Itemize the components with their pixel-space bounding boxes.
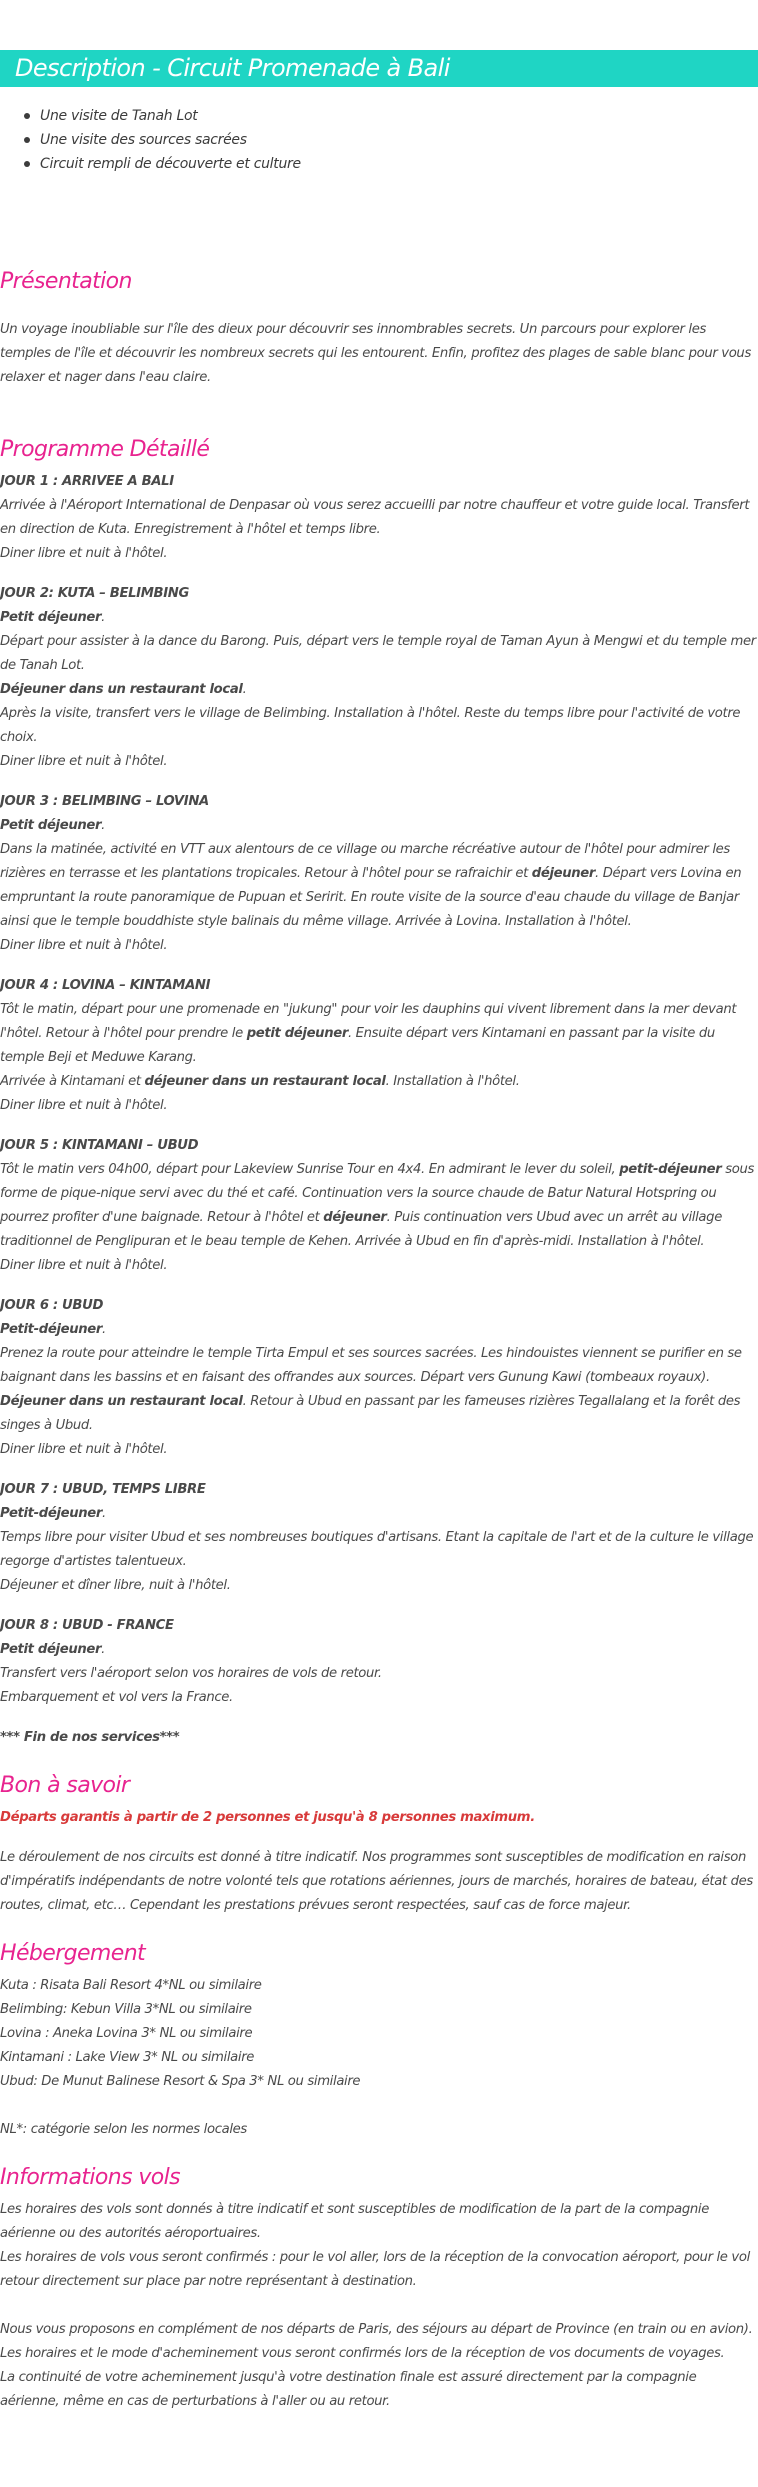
day-1-text: Arrivée à l'Aéroport International de Denpasar où vous serez accueilli par notre chauffeur et votre guide local. Transfert en direction de Kuta. Enregistrement à l'hôtel et temps libre. (0, 498, 750, 537)
day-2-text-1: Départ pour assister à la dance du Barong. Puis, départ vers le temple royal de Taman Ayun à Mengwi et du temple mer de Tanah Lot. (0, 634, 756, 673)
day-3-night: Diner libre et nuit à l'hôtel. (0, 938, 168, 953)
bon-a-savoir-heading: Bon à savoir (0, 1773, 130, 1798)
day-5-text: Tôt le matin vers 04h00, départ pour Lakeview Sunrise Tour en 4x4. En admirant le lever du soleil, petit-déjeuner sous forme de pique-nique servi avec du thé et café. Continuation vers la source chaude de Batur Natural Hotspring ou pourrez profiter d'une baignade. Retour à l'hôtel et déjeuner. Puis continuation vers Ubud avec un arrêt au village traditionnel de Penglipuran et le beau temple de Kehen. Arrivée à Ubud en fin d'après-midi. Installation à l'hôtel. (0, 1162, 755, 1249)
day-6-breakfast: Petit-déjeuner. (0, 1322, 106, 1337)
vols-text: Les horaires des vols sont donnés à titre indicatif et sont susceptibles de modification de la part de la compagnie aérienne ou des autorités aéroportuaires. (0, 2202, 709, 2241)
lunch-label: déjeuner (531, 866, 596, 881)
day-7-night: Déjeuner et dîner libre, nuit à l'hôtel. (0, 1578, 231, 1593)
day-2-lunch: Déjeuner dans un restaurant local. (0, 682, 247, 697)
vols-text: Les horaires de vols vous seront confirmés : pour le vol aller, lors de la réception de la convocation aéroport, pour le vol retour directement sur place par notre représentant à destination. (0, 2250, 750, 2289)
day-7-breakfast: Petit-déjeuner. (0, 1506, 106, 1521)
highlight-item: Circuit rempli de découverte et culture (0, 152, 301, 176)
day-8-text-2: Embarquement et vol vers la France. (0, 1690, 233, 1705)
breakfast-label: Petit déjeuner (0, 1642, 102, 1657)
day-4-title: JOUR 4 : LOVINA – KINTAMANI (0, 978, 211, 993)
day-1-title: JOUR 1 : ARRIVEE A BALI (0, 474, 174, 489)
day-7-text: Temps libre pour visiter Ubud et ses nombreuses boutiques d'artisans. Etant la capitale de l'art et de la culture le village regorge d'artistes talentueux. (0, 1530, 754, 1569)
day-6-title: JOUR 6 : UBUD (0, 1298, 104, 1313)
presentation-heading: Présentation (0, 269, 132, 294)
breakfast-label: Petit-déjeuner (0, 1322, 103, 1337)
day-3-text: Dans la matinée, activité en VTT aux alentours de ce village ou marche récréative autour de l'hôtel pour admirer les rizières en terrasse et les plantations tropicales. Retour à l'hôtel pour se rafraichir et déjeuner. Départ vers Lovina en empruntant la route panoramique de Pupuan et Seririt. En route visite de la source d'eau chaude du village de Banjar ainsi que le temple bouddhiste style balinais du même village. Arrivée à Lovina. Installation à l'hôtel. (0, 842, 742, 929)
lunch-label: Déjeuner dans un restaurant local (0, 1394, 243, 1409)
hotel-item: Belimbing: Kebun Villa 3*NL ou similaire (0, 2002, 252, 2017)
day-2-text-2: Après la visite, transfert vers le village de Belimbing. Installation à l'hôtel. Reste du temps libre pour l'activité de votre choix. (0, 706, 741, 745)
breakfast-label: Petit déjeuner (0, 818, 102, 833)
presentation-text: Un voyage inoubliable sur l'île des dieux pour découvrir ses innombrables secrets. Un parcours pour explorer les temples de l'île et découvrir les nombreux secrets qui les entourent. Enfin, profitez des plages de sable blanc pour vous relaxer et nager dans l'eau claire. (0, 322, 751, 385)
lunch-label: déjeuner (323, 1210, 387, 1225)
day-1-night: Diner libre et nuit à l'hôtel. (0, 546, 168, 561)
hotel-item: Kuta : Risata Bali Resort 4*NL ou similaire (0, 1978, 262, 1993)
hotel-item: Kintamani : Lake View 3* NL ou similaire (0, 2050, 255, 2065)
day-3-breakfast: Petit déjeuner. (0, 818, 105, 833)
breakfast-label: petit déjeuner (246, 1026, 348, 1041)
vols-heading: Informations vols (0, 2165, 181, 2190)
bon-a-savoir-text: Le déroulement de nos circuits est donné à titre indicatif. Nos programmes sont susceptibles de modification en raison d'impératifs indépendants de notre volonté tels que rotations aériennes, jours de marchés, horaires de bateau, état des routes, climat, etc… Cependant les prestations prévues seront respectées, sauf cas de force majeur. (0, 1850, 753, 1913)
vols-text: Nous vous proposons en complément de nos départs de Paris, des séjours au départ de Province (en train ou en avion). (0, 2322, 753, 2337)
breakfast-label: Petit-déjeuner (0, 1506, 103, 1521)
day-8-text-1: Transfert vers l'aéroport selon vos horaires de vols de retour. (0, 1666, 382, 1681)
day-5-night: Diner libre et nuit à l'hôtel. (0, 1258, 168, 1273)
programme-heading: Programme Détaillé (0, 437, 210, 462)
page-title: Description - Circuit Promenade à Bali (0, 50, 758, 87)
day-3-title: JOUR 3 : BELIMBING – LOVINA (0, 794, 209, 809)
day-2-breakfast: Petit déjeuner. (0, 610, 105, 625)
day-8-breakfast: Petit déjeuner. (0, 1642, 105, 1657)
day-7-title: JOUR 7 : UBUD, TEMPS LIBRE (0, 1482, 206, 1497)
lunch-label: déjeuner dans un restaurant local (144, 1074, 386, 1089)
hebergement-heading: Hébergement (0, 1941, 146, 1966)
day-6-text-1: Prenez la route pour atteindre le temple Tirta Empul et ses sources sacrées. Les hindouistes viennent se purifier en se baignant dans les bassins et en faisant des offrandes aux sources. Départ vers Gunung Kawi (tombeaux royaux). (0, 1346, 742, 1385)
hotel-category-note: NL*: catégorie selon les normes locales (0, 2122, 247, 2137)
day-4-text: Tôt le matin, départ pour une promenade en "jukung" pour voir les dauphins qui vivent librement dans la mer devant l'hôtel. Retour à l'hôtel pour prendre le petit déjeuner. Ensuite départ vers Kintamani en passant par la visite du temple Beji et Meduwe Karang. (0, 1002, 737, 1065)
lunch-label: Déjeuner dans un restaurant local (0, 682, 243, 697)
end-of-services: *** Fin de nos services*** (0, 1730, 180, 1745)
hotel-item: Ubud: De Munut Balinese Resort & Spa 3* NL ou similaire (0, 2074, 361, 2089)
highlight-item: Une visite de Tanah Lot (0, 104, 301, 128)
day-6-text-2: Déjeuner dans un restaurant local. Retour à Ubud en passant par les fameuses rizières Tegallalang et la forêt des singes à Ubud. (0, 1394, 741, 1433)
day-6-night: Diner libre et nuit à l'hôtel. (0, 1442, 168, 1457)
guaranteed-departures-note: Départs garantis à partir de 2 personnes et jusqu'à 8 personnes maximum. (0, 1810, 535, 1825)
hotel-item: Lovina : Aneka Lovina 3* NL ou similaire (0, 2026, 253, 2041)
day-2-night: Diner libre et nuit à l'hôtel. (0, 754, 168, 769)
breakfast-label: petit-déjeuner (619, 1162, 722, 1177)
highlights-list (0, 104, 301, 176)
day-4-arrival: Arrivée à Kintamani et déjeuner dans un restaurant local. Installation à l'hôtel. (0, 1074, 520, 1089)
vols-text: Les horaires et le mode d'acheminement vous seront confirmés lors de la réception de vos documents de voyages. (0, 2346, 725, 2361)
vols-text: La continuité de votre acheminement jusqu'à votre destination finale est assuré directement par la compagnie aérienne, même en cas de perturbations à l'aller ou au retour. (0, 2370, 697, 2409)
day-2-title: JOUR 2: KUTA – BELIMBING (0, 586, 189, 601)
highlight-item: Une visite des sources sacrées (0, 128, 301, 152)
day-4-night: Diner libre et nuit à l'hôtel. (0, 1098, 168, 1113)
day-5-title: JOUR 5 : KINTAMANI – UBUD (0, 1138, 199, 1153)
breakfast-label: Petit déjeuner (0, 610, 102, 625)
day-8-title: JOUR 8 : UBUD - FRANCE (0, 1618, 174, 1633)
main-content (0, 262, 758, 2414)
